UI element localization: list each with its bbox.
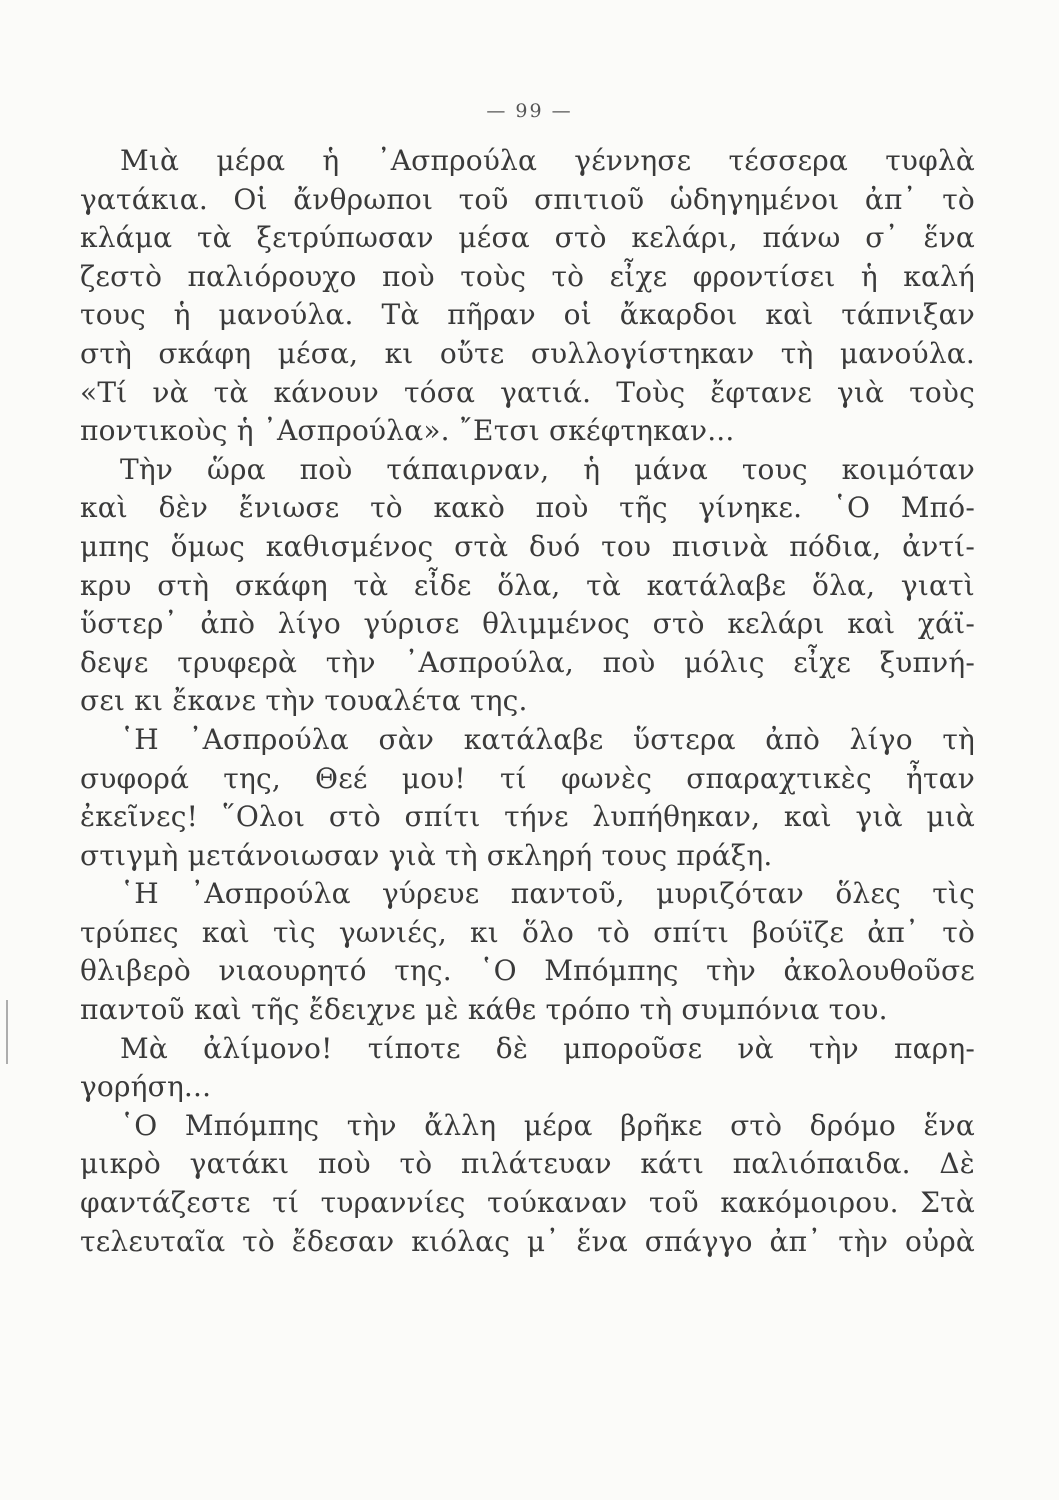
text-line: στὴ σκάφη μέσα, κι οὔτε συλλογίστηκαν τὴ μανούλα. [80, 336, 975, 370]
text-line: «Τί νὰ τὰ κάνουν τόσα γατιά. Τοὺς ἔφτανε γιὰ τοὺς [80, 375, 975, 409]
text-line: δεψε τρυφερὰ τὴν ᾿Ασπρούλα, ποὺ μόλις εἶχε ξυπνή- [80, 645, 975, 679]
text-line: στιγμὴ μετάνοιωσαν γιὰ τὴ σκληρή τους πράξη. [80, 838, 773, 872]
text-line: μπης ὅμως καθισμένος στὰ δυό του πισινὰ πόδια, ἀντί- [80, 529, 975, 563]
text-line: ῾Η ᾿Ασπρούλα σὰν κατάλαβε ὕστερα ἀπὸ λίγο τὴ [120, 722, 975, 756]
text-line: τρύπες καὶ τὶς γωνιές, κι ὅλο τὸ σπίτι βούϊζε ἀπ᾿ τὸ [80, 915, 975, 949]
text-line: κρυ στὴ σκάφη τὰ εἶδε ὅλα, τὰ κατάλαβε ὅλα, γιατὶ [80, 568, 975, 602]
text-line: ὕστερ᾿ ἀπὸ λίγο γύρισε θλιμμένος στὸ κελάρι καὶ χάϊ- [80, 607, 975, 641]
text-line: τελευταῖα τὸ ἔδεσαν κιόλας μ᾿ ἕνα σπάγγο ἀπ᾿ τὴν οὐρὰ [80, 1224, 975, 1258]
text-line: ἐκεῖνες! ῞Ολοι στὸ σπίτι τήνε λυπήθηκαν, καὶ γιὰ μιὰ [80, 800, 975, 834]
text-line: σει κι ἔκανε τὴν τουαλέτα της. [80, 684, 528, 718]
text-line: συφορά της, Θεέ μου! τί φωνὲς σπαραχτικὲς ἦταν [80, 761, 975, 795]
text-line: παντοῦ καὶ τῆς ἔδειχνε μὲ κάθε τρόπο τὴ συμπόνια του. [80, 993, 888, 1027]
text-line: Μιὰ μέρα ἡ ᾿Ασπρούλα γέννησε τέσσερα τυφλὰ [120, 144, 975, 177]
text-line: ῾Η ᾿Ασπρούλα γύρευε παντοῦ, μυριζόταν ὅλες τὶς [120, 877, 975, 911]
page-number: — 99 — [486, 100, 573, 122]
body-text [80, 142, 975, 1261]
text-line: θλιβερὸ νιαουρητό της. ῾Ο Μπόμπης τὴν ἀκολουθοῦσε [80, 954, 975, 988]
text-line: μικρὸ γατάκι ποὺ τὸ πιλάτευαν κάτι παλιόπαιδα. Δὲ [80, 1147, 975, 1181]
text-line: γορήση... [80, 1070, 212, 1104]
text-line: φαντάζεστε τί τυραννίες τούκαναν τοῦ κακόμοιρου. Στὰ [80, 1186, 975, 1220]
text-line: καὶ δὲν ἔνιωσε τὸ κακὸ ποὺ τῆς γίνηκε. ῾Ο Μπό- [80, 491, 975, 525]
text-line: Μὰ ἀλίμονο! τίποτε δὲ μποροῦσε νὰ τὴν παρη- [120, 1031, 975, 1065]
text-line: τους ἡ μανούλα. Τὰ πῆραν οἱ ἄκαρδοι καὶ τάπνιξαν [80, 298, 975, 332]
margin-mark [6, 1000, 8, 1064]
text-line: ῾Ο Μπόμπης τὴν ἄλλη μέρα βρῆκε στὸ δρόμο ἕνα [120, 1108, 975, 1142]
text-line: ζεστὸ παλιόρουχο ποὺ τοὺς τὸ εἶχε φροντίσει ἡ καλή [80, 259, 975, 293]
text-line: Τὴν ὥρα ποὺ τάπαιρναν, ἡ μάνα τους κοιμόταν [120, 452, 975, 486]
text-line: κλάμα τὰ ξετρύπωσαν μέσα στὸ κελάρι, πάνω σ᾿ ἕνα [80, 221, 975, 255]
text-line: ποντικοὺς ἡ ᾿Ασπρούλα». ῎Ετσι σκέφτηκαν... [80, 414, 735, 448]
text-line: γατάκια. Οἱ ἄνθρωποι τοῦ σπιτιοῦ ὡδηγημένοι ἀπ᾿ τὸ [80, 182, 975, 216]
